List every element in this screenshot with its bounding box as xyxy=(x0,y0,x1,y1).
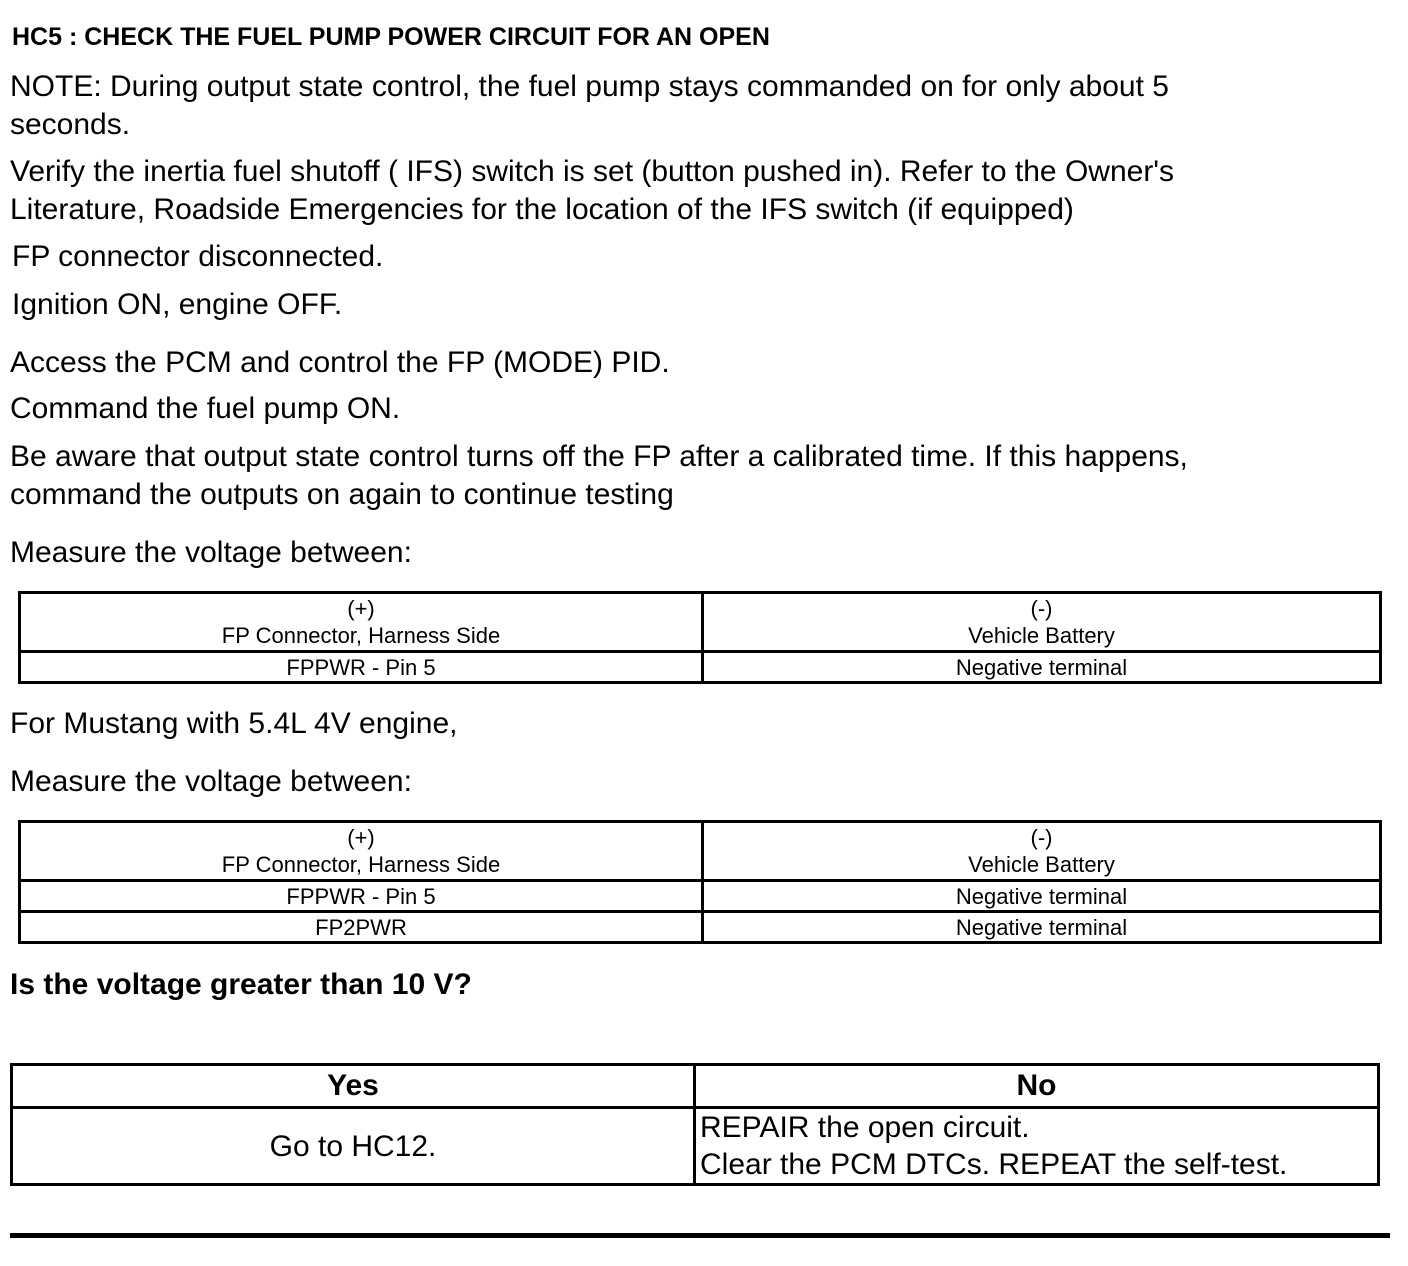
negative-sign: (-) xyxy=(1030,596,1053,621)
table-row xyxy=(20,912,1381,943)
negative-terminal-cell: Negative terminal xyxy=(703,652,1381,683)
verify-line-1: Verify the inertia fuel shutoff ( IFS) switch is set (button pushed in). Refer to the Owner's xyxy=(10,155,1175,188)
note-line-2: seconds. xyxy=(10,108,131,141)
aware-paragraph xyxy=(10,438,1188,514)
negative-label: Vehicle Battery xyxy=(968,623,1115,648)
table-row xyxy=(20,652,1381,683)
table-header-row xyxy=(20,822,1381,881)
negative-terminal-cell: Negative terminal xyxy=(703,881,1381,912)
measurement-table-2 xyxy=(18,820,1382,944)
negative-header-cell xyxy=(703,822,1381,881)
mustang-note: For Mustang with 5.4L 4V engine, xyxy=(10,707,458,740)
result-header-row xyxy=(12,1065,1379,1108)
note-paragraph xyxy=(10,68,1169,144)
result-action-row xyxy=(12,1108,1379,1185)
negative-label: Vehicle Battery xyxy=(968,852,1115,877)
no-header: No xyxy=(695,1065,1379,1108)
positive-pin-cell: FP2PWR xyxy=(20,912,703,943)
section-title: HC5 : CHECK THE FUEL PUMP POWER CIRCUIT FOR AN OPEN xyxy=(12,23,770,51)
aware-line-1: Be aware that output state control turns off the FP after a calibrated time. If this happens, xyxy=(10,440,1188,473)
positive-sign: (+) xyxy=(347,825,375,850)
note-line-1: NOTE: During output state control, the fuel pump stays commanded on for only about 5 xyxy=(10,70,1169,103)
positive-sign: (+) xyxy=(347,596,375,621)
verify-paragraph xyxy=(10,153,1174,229)
ignition-step: Ignition ON, engine OFF. xyxy=(12,288,343,321)
bottom-divider xyxy=(10,1233,1390,1238)
negative-header-cell xyxy=(703,593,1381,652)
no-action-line-1: REPAIR the open circuit. xyxy=(700,1111,1030,1144)
positive-label: FP Connector, Harness Side xyxy=(221,852,501,877)
negative-terminal-cell: Negative terminal xyxy=(703,912,1381,943)
command-pump-step: Command the fuel pump ON. xyxy=(10,392,401,425)
aware-line-2: command the outputs on again to continue testing xyxy=(10,478,674,511)
access-pcm-step: Access the PCM and control the FP (MODE) PID. xyxy=(10,346,670,379)
result-table xyxy=(10,1063,1380,1186)
positive-label: FP Connector, Harness Side xyxy=(221,623,501,648)
positive-pin-cell: FPPWR - Pin 5 xyxy=(20,652,703,683)
positive-header-cell xyxy=(20,822,703,881)
table-header-row xyxy=(20,593,1381,652)
measurement-table-1 xyxy=(18,591,1382,684)
voltage-question: Is the voltage greater than 10 V? xyxy=(10,968,472,1001)
no-action xyxy=(695,1108,1379,1185)
measure-label-1: Measure the voltage between: xyxy=(10,536,412,569)
yes-action: Go to HC12. xyxy=(12,1108,695,1185)
positive-header-cell xyxy=(20,593,703,652)
verify-line-2: Literature, Roadside Emergencies for the location of the IFS switch (if equipped) xyxy=(10,193,1074,226)
table-row xyxy=(20,881,1381,912)
connector-step: FP connector disconnected. xyxy=(12,240,384,273)
negative-sign: (-) xyxy=(1030,825,1053,850)
measure-label-2: Measure the voltage between: xyxy=(10,765,412,798)
yes-header: Yes xyxy=(12,1065,695,1108)
no-action-line-2: Clear the PCM DTCs. REPEAT the self-test. xyxy=(700,1148,1288,1181)
positive-pin-cell: FPPWR - Pin 5 xyxy=(20,881,703,912)
